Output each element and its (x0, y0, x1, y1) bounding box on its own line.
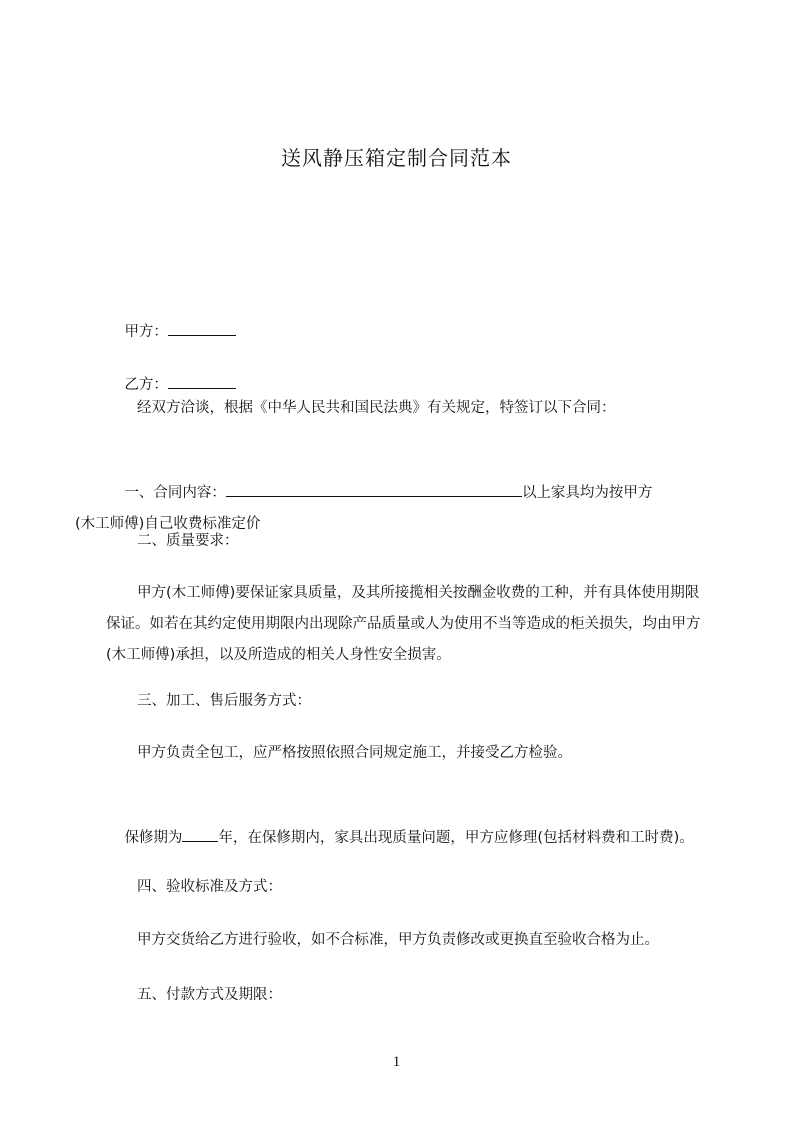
section-4-heading: 四、验收标准及方式： (137, 879, 282, 895)
section-1-text: 以上家具均为按甲方 (521, 485, 653, 501)
section-5-heading: 五、付款方式及期限： (137, 987, 282, 1003)
section-2-heading: 二、质量要求： (137, 533, 239, 549)
page-title: 送风静压箱定制合同范本 (281, 146, 512, 170)
warranty-years-blank[interactable] (182, 823, 218, 842)
page-number: 1 (392, 1054, 401, 1070)
warranty-text: 年，在保修期内，家具出现质量问题，甲方应修理(包括材料费和工时费)。 (218, 830, 694, 846)
section-3-body-1: 甲方负责全包工，应严格按照依照合同规定施工，并接受乙方检验。 (137, 745, 572, 761)
section-1-label: 一、合同内容： (124, 485, 226, 501)
intro-paragraph: 经双方洽谈，根据《中华人民共和国民法典》有关规定，特签订以下合同： (137, 400, 616, 416)
section-1-line2: (木工师傅)自己收费标准定价 (75, 516, 261, 532)
section-3-heading: 三、加工、售后服务方式： (137, 693, 311, 709)
party-b-blank[interactable] (168, 370, 236, 389)
party-b-label: 乙方： (124, 377, 168, 393)
party-a-blank[interactable] (168, 317, 236, 336)
party-a-label: 甲方： (124, 324, 168, 340)
contract-content-blank[interactable] (226, 478, 522, 497)
section-2-body: 甲方(木工师傅)要保证家具质量，及其所接揽相关按酬金收费的工种，并有具体使用期限保证。如若在其约定使用期限内出现除产品质量或人为使用不当等造成的柜关损失，均由甲方(木工师傅)承担，以及所造成的相关人身性安全损害。 (106, 585, 701, 663)
section-4-body: 甲方交货给乙方进行验收，如不合标准，甲方负责修改或更换直至验收合格为止。 (137, 932, 659, 948)
warranty-label: 保修期为 (124, 830, 183, 846)
